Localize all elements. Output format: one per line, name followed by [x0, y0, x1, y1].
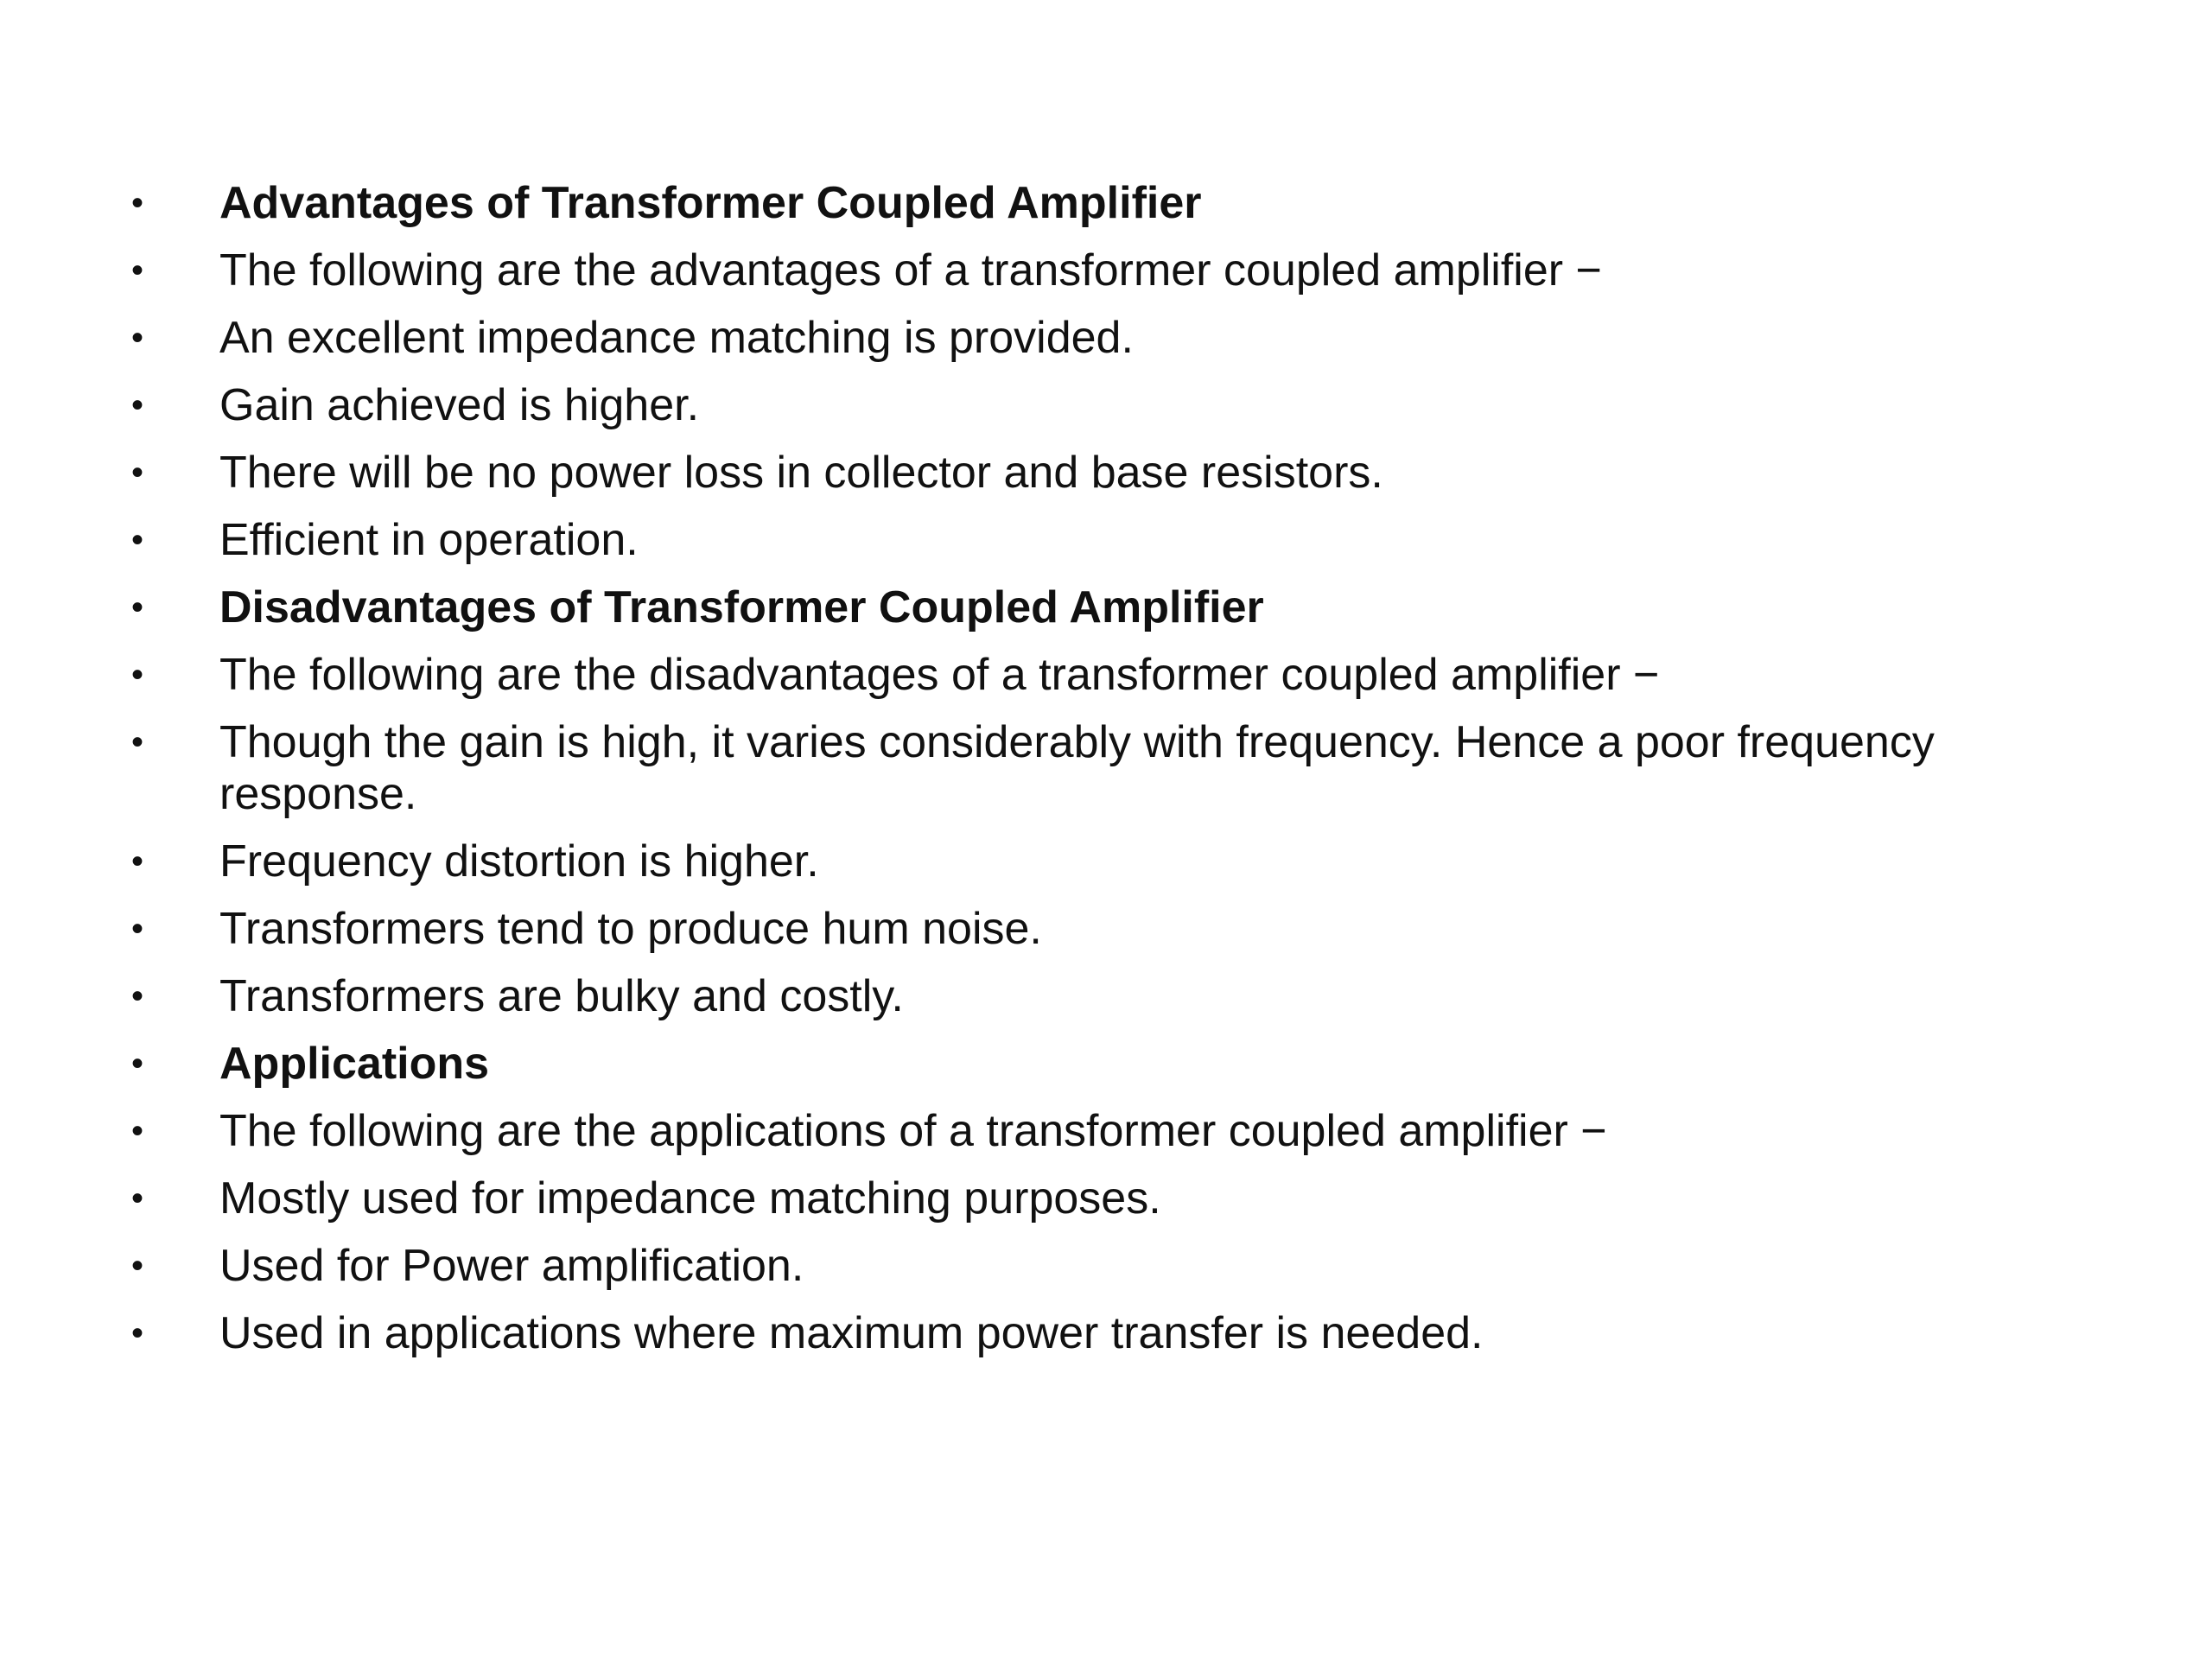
bullet-icon: •: [131, 842, 144, 880]
bullet-text: Applications: [219, 1039, 490, 1089]
list-item: [131, 312, 2015, 364]
bullet-text: Efficient in operation.: [219, 515, 639, 565]
bullet-icon: •: [131, 1179, 144, 1217]
list-item: [131, 970, 2015, 1022]
bullet-text: Advantages of Transformer Coupled Amplifier: [219, 178, 1202, 228]
bullet-text: Frequency distortion is higher.: [219, 836, 819, 887]
list-item: [131, 1173, 2015, 1224]
bullet-text: The following are the advantages of a transformer coupled amplifier −: [219, 245, 1602, 296]
bullet-text: The following are the disadvantages of a transformer coupled amplifier −: [219, 650, 1660, 700]
bullet-icon: •: [131, 910, 144, 948]
list-item: [131, 245, 2015, 296]
bullet-icon: •: [131, 184, 144, 222]
bullet-text: Though the gain is high, it varies considerably with frequency. Hence a poor frequency response.: [219, 717, 1935, 819]
bullet-text: Disadvantages of Transformer Coupled Amplifier: [219, 582, 1264, 632]
section-heading-advantages: [131, 177, 2015, 229]
bullet-icon: •: [131, 588, 144, 626]
bullet-text: Transformers tend to produce hum noise.: [219, 904, 1042, 954]
list-item: [131, 1240, 2015, 1292]
bullet-icon: •: [131, 319, 144, 357]
bullet-list: [131, 177, 2015, 1375]
list-item: [131, 447, 2015, 499]
bullet-icon: •: [131, 1247, 144, 1285]
bullet-text: Transformers are bulky and costly.: [219, 971, 904, 1021]
list-item: [131, 379, 2015, 431]
bullet-text: Mostly used for impedance matching purposes.: [219, 1173, 1161, 1224]
bullet-icon: •: [131, 723, 144, 761]
bullet-text: Gain achieved is higher.: [219, 380, 700, 430]
bullet-icon: •: [131, 977, 144, 1015]
bullet-icon: •: [131, 1314, 144, 1352]
bullet-icon: •: [131, 521, 144, 559]
list-item: [131, 649, 2015, 701]
bullet-icon: •: [131, 656, 144, 694]
bullet-text: The following are the applications of a transformer coupled amplifier −: [219, 1106, 1607, 1156]
section-heading-disadvantages: [131, 582, 2015, 633]
list-item: [131, 1105, 2015, 1157]
list-item: [131, 514, 2015, 566]
bullet-text: An excellent impedance matching is provided.: [219, 313, 1134, 363]
bullet-icon: •: [131, 1045, 144, 1083]
bullet-icon: •: [131, 1112, 144, 1150]
bullet-icon: •: [131, 251, 144, 289]
bullet-text: Used for Power amplification.: [219, 1241, 804, 1291]
section-heading-applications: [131, 1038, 2015, 1090]
list-item: [131, 716, 2015, 820]
bullet-text: There will be no power loss in collector and base resistors.: [219, 448, 1383, 498]
list-item: [131, 903, 2015, 955]
list-item: [131, 836, 2015, 887]
list-item: [131, 1307, 2015, 1359]
bullet-text: Used in applications where maximum power transfer is needed.: [219, 1308, 1484, 1358]
bullet-icon: •: [131, 454, 144, 492]
bullet-icon: •: [131, 386, 144, 424]
